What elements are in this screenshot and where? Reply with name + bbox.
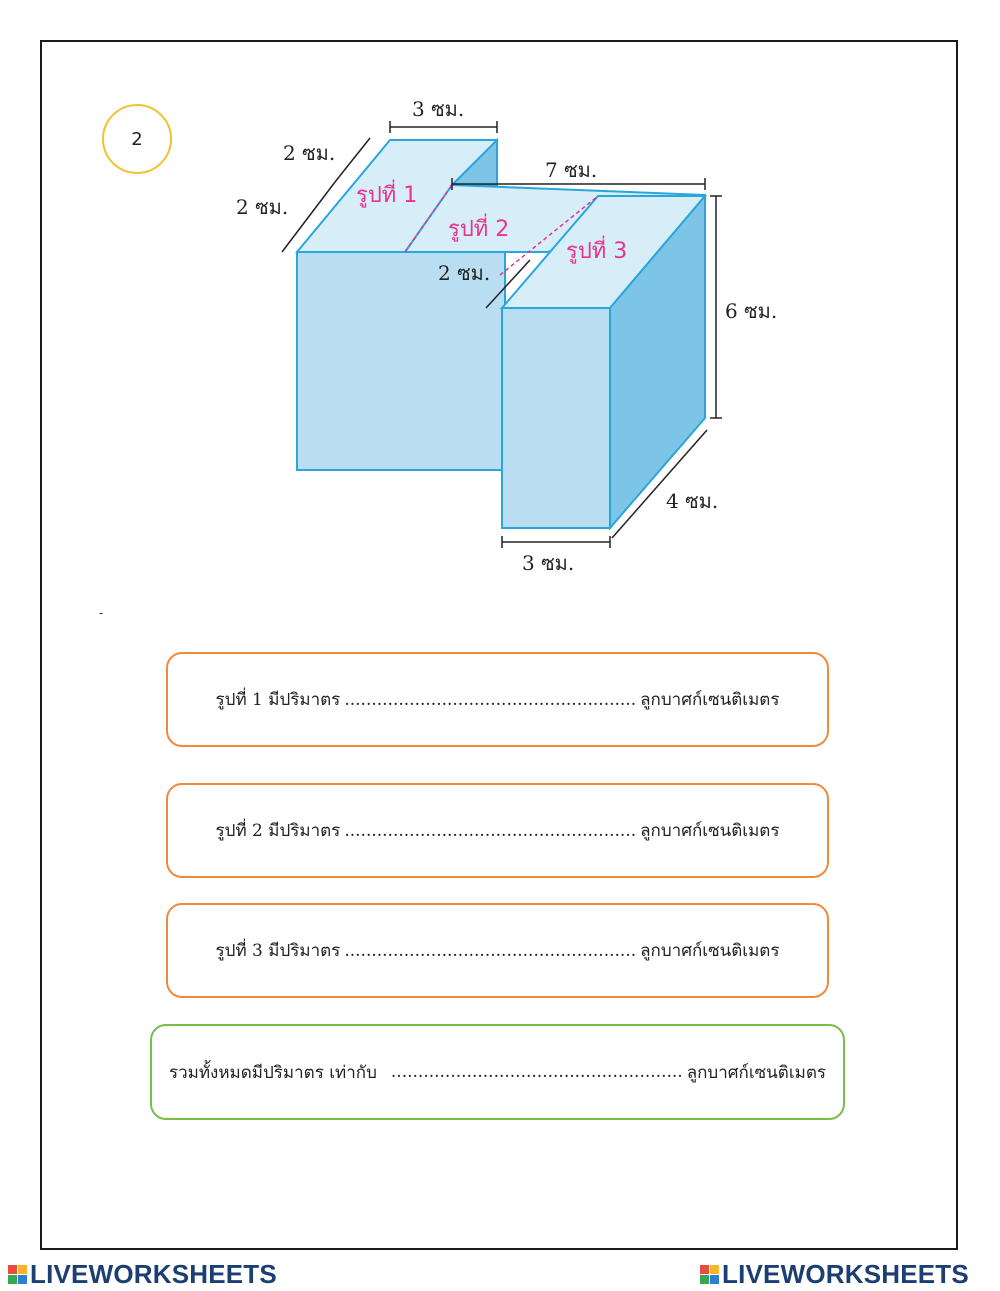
l-shaped-prism-figure xyxy=(0,0,1000,620)
footer-logo-left[interactable] xyxy=(8,1259,277,1290)
answer-2-unit: ลูกบาศก์เซนติเมตร xyxy=(640,821,780,841)
total-answer-box[interactable] xyxy=(150,1024,845,1120)
dim-top-span: 7 ซม. xyxy=(545,158,598,182)
dim-bottom-width: 3 ซม. xyxy=(522,551,575,575)
footer-logo-right[interactable] xyxy=(700,1259,969,1290)
liveworksheets-logo-icon xyxy=(700,1265,719,1284)
footer-logo-right-text: LIVEWORKSHEETS xyxy=(722,1259,969,1289)
dim-right-depth: 4 ซม. xyxy=(666,489,719,513)
label-part-1: รูปที่ 1 xyxy=(356,183,418,208)
dim-height: 6 ซม. xyxy=(725,299,778,323)
dim-top-depth: 2 ซม. xyxy=(283,141,336,165)
dim-left-depth: 2 ซม. xyxy=(236,195,289,219)
total-unit: ลูกบาศก์เซนติเมตร xyxy=(686,1062,827,1083)
label-part-3: รูปที่ 3 xyxy=(566,239,628,264)
total-blank[interactable]: ...................................................... xyxy=(390,1062,683,1082)
dim-top-width: 3 ซม. xyxy=(412,97,465,121)
total-prefix: รวมทั้งหมดมีปริมาตร เท่ากับ xyxy=(168,1062,377,1083)
answer-2-prefix: รูปที่ 2 มีปริมาตร xyxy=(215,821,341,841)
question-number: 2 xyxy=(131,128,143,150)
answer-2-blank[interactable]: ...................................................... xyxy=(344,820,637,841)
answer-box-2[interactable] xyxy=(166,783,829,878)
answer-3-blank[interactable]: ...................................................... xyxy=(344,940,637,961)
answer-3-prefix: รูปที่ 3 มีปริมาตร xyxy=(215,941,341,961)
answer-1-prefix: รูปที่ 1 มีปริมาตร xyxy=(215,690,341,710)
answer-3-unit: ลูกบาศก์เซนติเมตร xyxy=(640,941,780,961)
footer-logo-left-text: LIVEWORKSHEETS xyxy=(30,1259,277,1289)
answer-box-3[interactable] xyxy=(166,903,829,998)
answer-1-unit: ลูกบาศก์เซนติเมตร xyxy=(640,690,780,710)
right-block-front-face xyxy=(502,308,610,528)
answer-1-blank[interactable]: ...................................................... xyxy=(344,689,637,710)
dim-inner-depth: 2 ซม. xyxy=(438,261,491,285)
liveworksheets-logo-icon xyxy=(8,1265,27,1284)
stray-mark: - xyxy=(99,606,104,620)
label-part-2: รูปที่ 2 xyxy=(448,217,510,242)
answer-box-1[interactable] xyxy=(166,652,829,747)
